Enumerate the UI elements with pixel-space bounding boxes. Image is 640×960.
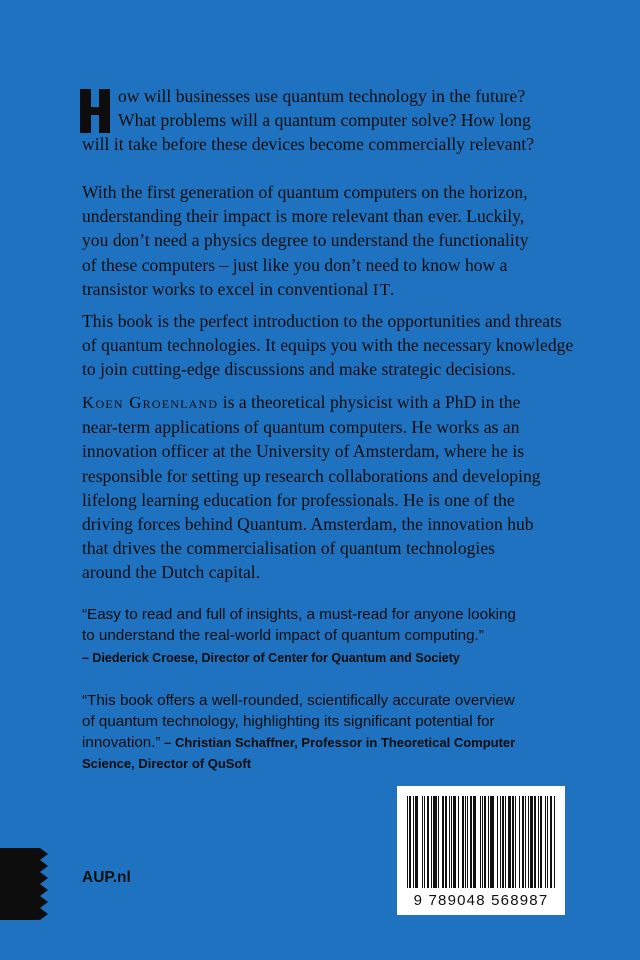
barcode-bar xyxy=(547,796,548,888)
author-bio xyxy=(82,390,582,585)
paragraph-introduction: This book is the perfect introduction to the opportunities and threats of quantum technologies. It equips you with the necessary knowledge to join cutting-edge discussions and make strategic decisions. xyxy=(82,311,574,380)
barcode-bar xyxy=(442,796,444,888)
barcode-bar xyxy=(550,796,552,888)
barcode-bar xyxy=(525,796,526,888)
barcode-bar xyxy=(488,796,489,888)
barcode-bar xyxy=(505,796,506,888)
paragraph-impact-text: With the first generation of quantum computers on the horizon, understanding their impact is more relevant than ever. Luckily, you don’t need a physics degree to understand the functionality of these computers – just like you don’t need to know how a transistor works to excel in conventional xyxy=(82,182,529,299)
barcode-bar xyxy=(427,796,429,888)
barcode-bar xyxy=(522,796,524,888)
barcode-bar xyxy=(453,796,456,888)
barcode-bar xyxy=(515,796,516,888)
barcode-bar xyxy=(484,796,486,888)
barcode-bar xyxy=(512,796,514,888)
barcode-bar xyxy=(528,796,529,888)
it-abbrev: IT. xyxy=(372,279,396,299)
publisher-logo: AUP.nl xyxy=(82,869,131,886)
barcode-bar xyxy=(497,796,498,888)
paragraph-impact xyxy=(82,180,582,302)
intro-paragraph xyxy=(82,84,582,157)
decorative-edge-mark xyxy=(0,848,50,920)
quote-2 xyxy=(82,690,582,774)
barcode-bar xyxy=(449,796,450,888)
barcode-bar xyxy=(538,796,539,888)
barcode-bar xyxy=(407,796,408,888)
barcode-bar xyxy=(540,796,542,888)
barcode-bar xyxy=(438,796,439,888)
barcode-bar xyxy=(534,796,536,888)
barcode-bar xyxy=(424,796,425,888)
barcode-bar xyxy=(413,796,414,888)
barcode-bar xyxy=(409,796,411,888)
barcode-bar xyxy=(467,796,468,888)
barcode-bar xyxy=(433,796,437,888)
barcode-bar xyxy=(458,796,459,888)
barcode-bar xyxy=(415,796,418,888)
intro-line-2: What problems will a quantum computer solve? How long xyxy=(118,110,531,131)
quote-2-attribution: – Christian Schaffner, Professor in Theoretical Computer Science, Director of QuSoft xyxy=(82,735,516,771)
intro-line-1: ow will businesses use quantum technology in the future? xyxy=(118,86,526,106)
author-bio-text: is a theoretical physicist with a PhD in the near-term applications of quantum computers. He works as an innovation officer at the University of Amsterdam, where he is responsible for setting up research collaborations and developing lifelong learning education for professionals. He is one of the driving forces behind Quantum. Amsterdam, the innovation hub that drives the commercialisation of quantum technologies around the Dutch capital. xyxy=(82,392,541,583)
quote-1 xyxy=(82,604,582,669)
barcode-bar xyxy=(431,796,432,888)
quote-2-text: “This book offers a well-rounded, scientifically accurate overview of quantum technology, highlighting its significant potential for innovation.” xyxy=(82,692,515,751)
barcode-bar xyxy=(422,796,423,888)
intro-line-3: will it take before these devices become commercially relevant? xyxy=(82,134,535,155)
barcode-box xyxy=(397,786,565,915)
barcode-bar xyxy=(502,796,504,888)
quote-1-text: “Easy to read and full of insights, a must-read for anyone looking to understand the real-world impact of quantum computing.” xyxy=(82,606,516,644)
barcode-bar xyxy=(465,796,466,888)
barcode-bar xyxy=(480,796,481,888)
barcode-bar xyxy=(473,796,476,888)
barcode-bar xyxy=(490,796,494,888)
barcode-bar xyxy=(519,796,520,888)
barcode-bar xyxy=(500,796,501,888)
barcode-bar xyxy=(451,796,452,888)
barcode-bar xyxy=(462,796,464,888)
barcode-bar xyxy=(470,796,472,888)
barcode xyxy=(397,786,565,892)
barcode-bar xyxy=(530,796,533,888)
barcode-bar xyxy=(445,796,447,888)
barcode-bar xyxy=(554,796,555,888)
barcode-bar xyxy=(545,796,546,888)
quote-1-attribution: – Diederick Croese, Director of Center for Quantum and Society xyxy=(82,651,460,665)
barcode-bar xyxy=(508,796,511,888)
author-name: Koen Groenland xyxy=(82,393,219,412)
isbn-number: 9 789048 568987 xyxy=(413,892,549,909)
barcode-bar xyxy=(482,796,483,888)
